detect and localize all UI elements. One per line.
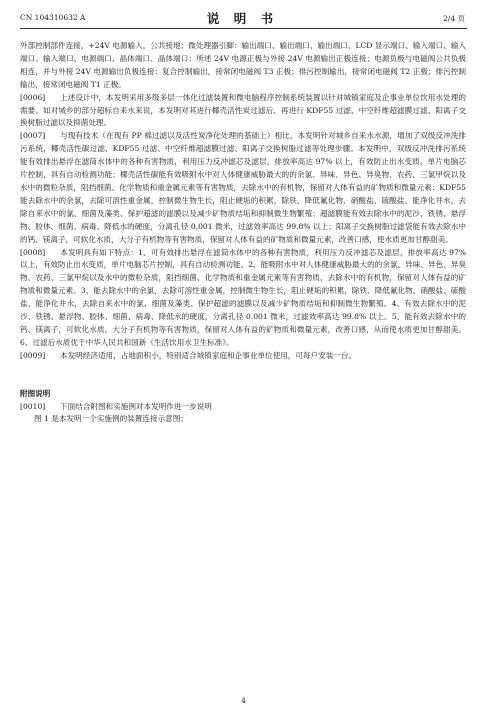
paragraph-text: 上述设计中，本发明采用多级多层一体化过滤装置和微电脑程序控制系统装置以针对城镇家庭及企事业单位饮用水处理的需要。如对城乡的部分超标自来水来说，本发明对其进行椰壳活性炭过滤后、再进行 KDF55 过滤、中空纤维超滤膜过滤、阳离子交换树脂过滤以及抑菌处理。 — [20, 92, 466, 128]
page-header — [20, 9, 465, 25]
paragraph-number: [0006] — [20, 92, 46, 102]
paragraph-0008 — [20, 247, 466, 350]
paragraph-text: 与现有技术（在现有 PP 棉过滤以及活性炭净化处理的基础上）相比，本发明针对城乡自来水水源，增加了双级反冲洗排污系统，椰壳活性碳过滤、KDF55 过滤、中空纤维超滤膜过滤、阳离子交换树脂过滤等处理步骤。本发明中，双级反冲洗排污系统能有效排出悬浮在滤筒水体中的各种有害物质，利用压力反冲滤芯及滤层，排放率高达 97% 以上，有效防止出水变质，单片电脑芯片控制，具有自动检测功能；椰壳活性碳能有效吸附水中对人体健康威胁最大的的余氯、异味、异色、异臭物、农药、三氯甲烷以及水中的微粒杂质，阻挡细菌、化学物质和重金属元素等有害物质，去除水中的有机物，保留对人体有益的矿物质和微量元素；KDF55 能去除水中的余氯，去除可溶性重金属，控制微生物生长，阻止硬垢的积累，除铁、降低氟化物、硝酸盐、硫酸盐、能净化井水，去除自来水中的氯、细菌及藻类、保护超滤的滤膜以及减少矿物质结垢和抑制微生物繁殖；超滤膜能有效去除水中的泥沙、铁锈、悬浮物、胶体、细菌、病毒、降低水的硬度，分离孔径 0.001 微米，过滤效率高达 99.8% 以上；阳离子交换树脂过滤袋能有效去除水中的钙、镁离子，可软化水质，大分子有机物等有害物质，保留对人体有益的矿物质和微量元素，改善口感，使水质更加甘醇甜美。 — [20, 131, 466, 244]
paragraph-number: [0008] — [20, 247, 46, 257]
paragraph-0009 — [20, 350, 466, 363]
page-title: 说 明 书 — [206, 11, 279, 26]
paragraph-text: 外部控制部件连接，+24V 电源输入，公共接地；微处理器引脚：输出端口、输出端口、输出端口、LCD 显示端口、输入端口、输入端口、输入端口、电源端口、晶体端口、晶体端口；所述 24V 电源正极与外接 24V 电源输出正极连接；电源负极与电磁阀公共负极相连，并与外接 24V 电源输出负极连接；复合控制输出，接常闭电磁阀 T3 正极；排污控制输出，接常闭电磁阀 T2 正极；排污控制输出，接常闭电磁阀 T1 正极。 — [20, 41, 466, 89]
paragraph-number: [0010] — [20, 401, 46, 411]
paragraph-number: [0007] — [20, 131, 46, 141]
figure-description: 图 1 是本发明一个实施例的装置连接示意图； — [34, 414, 188, 424]
paragraph-0006 — [20, 92, 466, 131]
paragraph-0010 — [20, 401, 466, 414]
header-rule — [20, 28, 467, 29]
document-number: CN 104310632 A — [20, 13, 86, 22]
page-indicator: 2/4 页 — [443, 14, 465, 23]
section-heading-drawings: 附图说明 — [20, 388, 51, 398]
page-number: 4 — [241, 696, 246, 705]
paragraph-0007 — [20, 130, 466, 246]
document-body — [20, 40, 466, 426]
paragraph-number: [0009] — [20, 350, 46, 360]
paragraph-0005-continuation — [20, 40, 466, 92]
paragraph-text: 下面结合附图和实施例对本发明作进一步说明 — [60, 401, 212, 411]
paragraph-text: 本发明经济适用，占地面积小，特别适合城镇家庭和企事业单位使用，可每户安装一台。 — [60, 350, 357, 360]
paragraph-text: 本发明具有如下特点：1、可有效排出悬浮在滤筒水体中的各种有害物质，利用压力反冲滤芯及滤层，排放率高达 97% 以上，有效防止出水变质，单片电脑芯片控制，具有自动检测功能。2、能吸附水中对人体健康威胁最大的的余氯、异味、异色、异臭物、农药、三氯甲烷以及水中的微粒杂质，阻挡细菌、化学物质和重金属元素等有害物质，去除水中的有机物，保留对人体有益的矿物质和微量元素。3、能去除水中的余氯，去除可溶性重金属，控制微生物生长，阻止硬垢的积累，除铁、降低氟化物、硝酸盐、硫酸盐、能净化井水，去除自来水中的氯、细菌及藻类、保护超滤的滤膜以及减少矿物质结垢和抑制微生物繁殖。4、有效去除水中的泥沙、铁锈、悬浮物、胶体、细菌、病毒、降低水的硬度，分离孔径 0.001 微米，过滤效率高达 99.8% 以上。5、能有效去除水中的钙、镁离子，可软化水质，大分子有机物等有害物质，保留对人体有益的矿物质和微量元素，改善口感，从而使水质更加甘醇甜美。6、过滤后水质优于中华人民共和国新《生活饮用水卫生标准》。 — [20, 247, 466, 347]
